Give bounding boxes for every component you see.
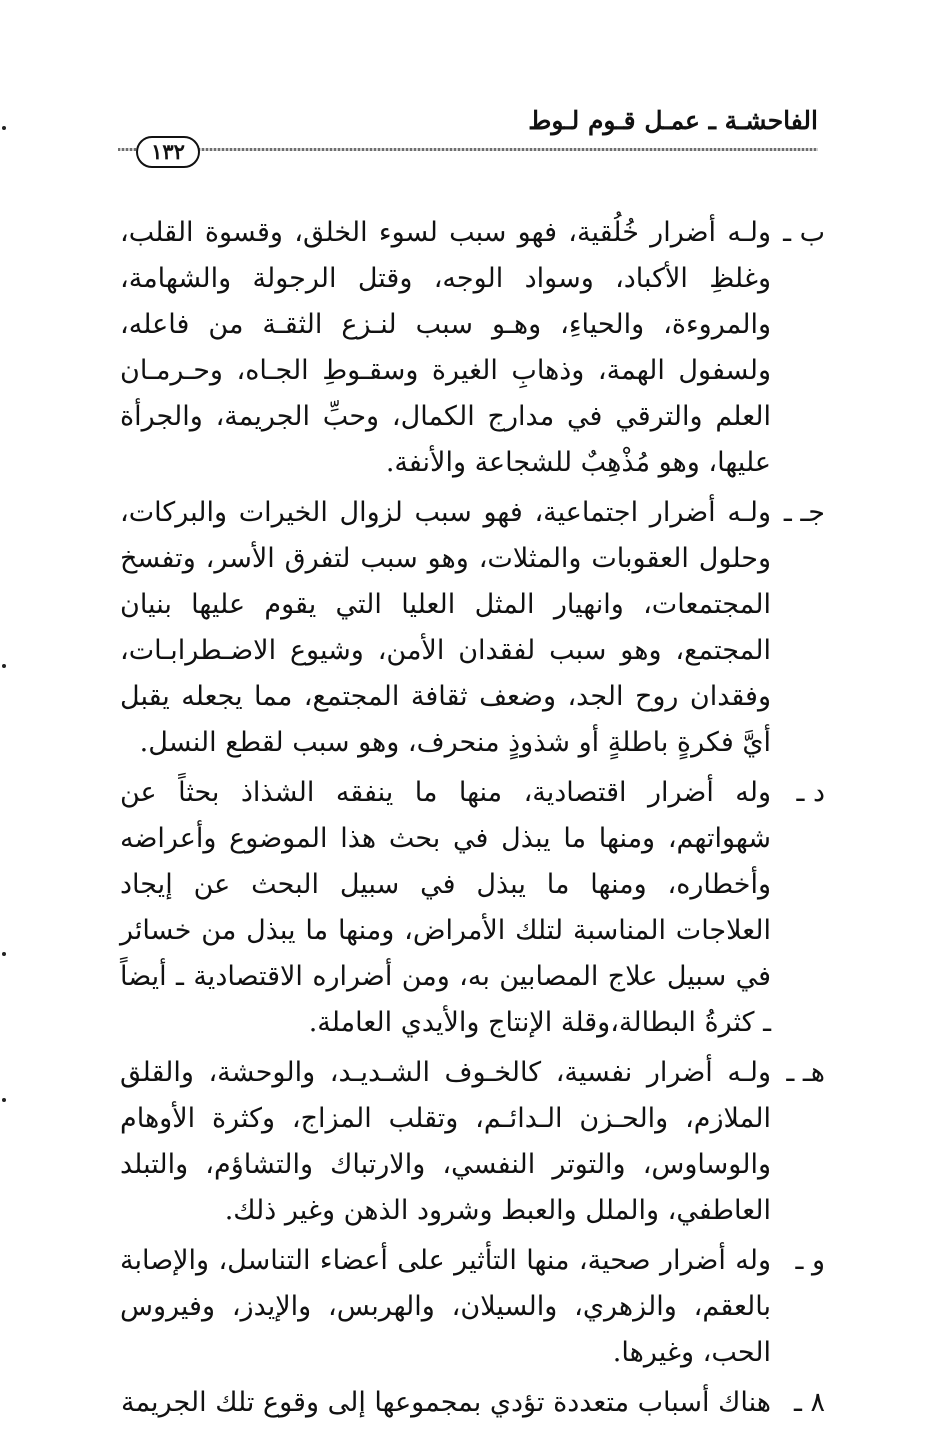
item-label: هـ ـ [786, 1057, 825, 1088]
paragraph-jim [120, 490, 825, 766]
paragraph-ba [120, 210, 825, 486]
page-content [120, 210, 825, 1430]
running-title: الفاحشـة ـ عمـل قـوم لـوط [528, 106, 818, 135]
item-label: و ـ [795, 1245, 825, 1276]
item-label: ب ـ [783, 217, 825, 248]
item-label: جـ ـ [783, 497, 825, 528]
paragraph-text: وله أضرار اقتصادية، منها ما ينفقه الشذاذ بحثاً عن شهواتهم، ومنها ما يبذل في بحث هذا الموضوع وأعراضه وأخطاره، ومنها ما يبذل في سبيل البحث عن إيجاد العلاجات المناسبة لتلك الأمراض، ومنها ما يبذل من خسائر في سبيل علاج المصابين به، ومن أضراره الاقتصادية ـ أيضاً ـ كثرةُ البطالة،وقلة الإنتاج والأيدي العاملة. [120, 777, 771, 1038]
margin-mark [2, 952, 6, 956]
header-rule [118, 148, 818, 151]
paragraph-waw [120, 1238, 825, 1376]
margin-mark [2, 126, 6, 130]
paragraph-text: هناك أسباب متعددة تؤدي بمجموعها إلى وقوع تلك الجريمة [120, 1387, 771, 1418]
paragraph-dal [120, 770, 825, 1046]
margin-mark [2, 664, 6, 668]
paragraph-text: ولـه أضرار خُلُقية، فهو سبب لسوء الخلق، وقسوة القلب، وغلظِ الأكباد، وسواد الوجه، وقتل الرجولة والشهامة، والمروءة، والحياءِ، وهـو سبب لنـزع الثقـة من فاعله، ولسفول الهمة، وذهابِ الغيرة وسقـوطِ الجـاه، وحـرمـان العلم والترقي في مدارج الكمال، وحبِّ الجريمة، والجرأة عليها، وهو مُذْهِبٌ للشجاعة والأنفة. [120, 217, 771, 478]
item-label: د ـ [796, 777, 825, 808]
item-label: ٨ ـ [793, 1387, 825, 1418]
margin-mark [2, 1098, 6, 1102]
page-number: ١٣٢ [136, 136, 200, 168]
page-header [118, 100, 818, 172]
paragraph-text: ولـه أضرار نفسية، كالخـوف الشـديـد، والوحشة، والقلق الملازم، والحـزن الـدائـم، وتقلب المزاج، وكثرة الأوهام والوساوس، والتوتر النفسي، والارتباك والتشاؤم، والتبلد العاطفي، والملل والعبط وشرود الذهن وغير ذلك. [120, 1057, 771, 1226]
paragraph-text: ولـه أضرار اجتماعية، فهو سبب لزوال الخيرات والبركات، وحلول العقوبات والمثلات، وهو سبب لتفرق الأسر، وتفسخ المجتمعات، وانهيار المثل العليا التي يقوم عليها بنيان المجتمع، وهو سبب لفقدان الأمن، وشيوع الاضـطرابـات، وفقدان روح الجد، وضعف ثقافة المجتمع، مما يجعله يقبل أيَّ فكرةٍ باطلةٍ أو شذوذٍ منحرف، وهو سبب لقطع النسل. [120, 497, 771, 758]
paragraph-eight [120, 1380, 825, 1426]
paragraph-text: وله أضرار صحية، منها التأثير على أعضاء التناسل، والإصابة بالعقم، والزهري، والسيلان، والهربس، والإيدز، وفيروس الحب، وغيرها. [120, 1245, 771, 1368]
paragraph-ha [120, 1050, 825, 1234]
